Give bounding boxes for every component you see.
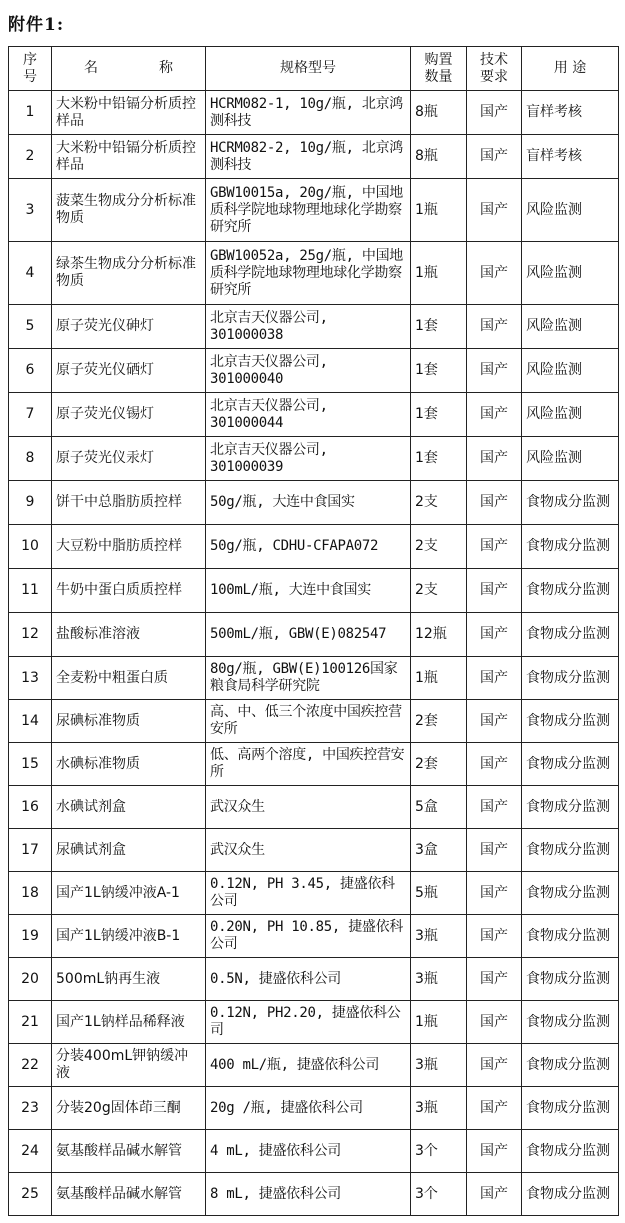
cell-qty: 2套 — [411, 700, 467, 743]
cell-no: 18 — [9, 872, 52, 915]
cell-no: 17 — [9, 829, 52, 872]
cell-no: 15 — [9, 743, 52, 786]
table-row — [9, 393, 619, 437]
cell-qty: 2支 — [411, 481, 467, 525]
cell-use: 盲样考核 — [522, 91, 619, 135]
cell-tech: 国产 — [467, 1130, 522, 1173]
cell-spec: 50g/瓶, 大连中食国实 — [206, 481, 411, 525]
cell-name: 大米粉中铅镉分析质控样品 — [52, 135, 206, 179]
cell-tech: 国产 — [467, 242, 522, 305]
cell-spec: 0.12N, PH2.20, 捷盛依科公司 — [206, 1001, 411, 1044]
cell-spec: GBW10052a, 25g/瓶, 中国地质科学院地球物理地球化学勘察研究所 — [206, 242, 411, 305]
header-no-bottom: 号 — [23, 68, 37, 85]
cell-name: 国产1L钠缓冲液A-1 — [52, 872, 206, 915]
cell-spec: 20g /瓶, 捷盛依科公司 — [206, 1087, 411, 1130]
cell-name: 盐酸标准溶液 — [52, 613, 206, 657]
cell-no: 1 — [9, 91, 52, 135]
cell-use: 食物成分监测 — [522, 700, 619, 743]
table-row — [9, 179, 619, 242]
cell-name: 大豆粉中脂肪质控样 — [52, 525, 206, 569]
table-row — [9, 569, 619, 613]
cell-no: 12 — [9, 613, 52, 657]
cell-spec: 武汉众生 — [206, 786, 411, 829]
cell-no: 4 — [9, 242, 52, 305]
cell-use: 风险监测 — [522, 305, 619, 349]
header-use: 用 途 — [522, 47, 619, 91]
cell-tech: 国产 — [467, 481, 522, 525]
header-tech — [467, 47, 522, 91]
cell-use: 食物成分监测 — [522, 525, 619, 569]
cell-qty: 3个 — [411, 1130, 467, 1173]
cell-tech: 国产 — [467, 569, 522, 613]
cell-name: 原子荧光仪砷灯 — [52, 305, 206, 349]
cell-spec: 50g/瓶, CDHU-CFAPA072 — [206, 525, 411, 569]
cell-name: 尿碘标准物质 — [52, 700, 206, 743]
cell-no: 23 — [9, 1087, 52, 1130]
cell-spec: 武汉众生 — [206, 829, 411, 872]
cell-spec: 北京吉天仪器公司, 301000038 — [206, 305, 411, 349]
table-row — [9, 1130, 619, 1173]
table-row — [9, 700, 619, 743]
cell-qty: 1套 — [411, 305, 467, 349]
cell-tech: 国产 — [467, 1173, 522, 1216]
cell-spec: GBW10015a, 20g/瓶, 中国地质科学院地球物理地球化学勘察研究所 — [206, 179, 411, 242]
cell-tech: 国产 — [467, 437, 522, 481]
table-row — [9, 872, 619, 915]
cell-tech: 国产 — [467, 305, 522, 349]
cell-no: 8 — [9, 437, 52, 481]
cell-name: 分装400mL钾钠缓冲液 — [52, 1044, 206, 1087]
header-qty — [411, 47, 467, 91]
cell-spec: 0.5N, 捷盛依科公司 — [206, 958, 411, 1001]
cell-use: 风险监测 — [522, 393, 619, 437]
cell-spec: 北京吉天仪器公司, 301000039 — [206, 437, 411, 481]
cell-qty: 1瓶 — [411, 1001, 467, 1044]
cell-tech: 国产 — [467, 1044, 522, 1087]
cell-name: 牛奶中蛋白质质控样 — [52, 569, 206, 613]
cell-qty: 2套 — [411, 743, 467, 786]
table-row — [9, 1001, 619, 1044]
cell-no: 16 — [9, 786, 52, 829]
cell-tech: 国产 — [467, 700, 522, 743]
cell-tech: 国产 — [467, 613, 522, 657]
table-row — [9, 481, 619, 525]
cell-spec: 北京吉天仪器公司, 301000040 — [206, 349, 411, 393]
cell-spec: 北京吉天仪器公司, 301000044 — [206, 393, 411, 437]
cell-use: 食物成分监测 — [522, 915, 619, 958]
cell-no: 5 — [9, 305, 52, 349]
cell-tech: 国产 — [467, 657, 522, 700]
cell-name: 氨基酸样品碱水解管 — [52, 1173, 206, 1216]
header-tech-bottom: 要求 — [480, 68, 508, 85]
cell-no: 25 — [9, 1173, 52, 1216]
table-row — [9, 1087, 619, 1130]
cell-tech: 国产 — [467, 179, 522, 242]
cell-spec: HCRM082-2, 10g/瓶, 北京鸿测科技 — [206, 135, 411, 179]
cell-tech: 国产 — [467, 829, 522, 872]
cell-no: 13 — [9, 657, 52, 700]
cell-no: 22 — [9, 1044, 52, 1087]
cell-no: 21 — [9, 1001, 52, 1044]
cell-use: 食物成分监测 — [522, 786, 619, 829]
table-row — [9, 242, 619, 305]
cell-name: 500mL钠再生液 — [52, 958, 206, 1001]
table-row — [9, 613, 619, 657]
cell-spec: 4 mL, 捷盛依科公司 — [206, 1130, 411, 1173]
cell-tech: 国产 — [467, 135, 522, 179]
cell-spec: 低、高两个溶度, 中国疾控营安所 — [206, 743, 411, 786]
cell-spec: 400 mL/瓶, 捷盛依科公司 — [206, 1044, 411, 1087]
header-name-left: 名 — [84, 60, 98, 76]
header-no-top: 序 — [23, 51, 37, 68]
cell-spec: 0.12N, PH 3.45, 捷盛依科公司 — [206, 872, 411, 915]
cell-spec: 80g/瓶, GBW(E)100126国家粮食局科学研究院 — [206, 657, 411, 700]
cell-no: 3 — [9, 179, 52, 242]
cell-no: 9 — [9, 481, 52, 525]
cell-tech: 国产 — [467, 872, 522, 915]
cell-qty: 1瓶 — [411, 242, 467, 305]
cell-qty: 3瓶 — [411, 1044, 467, 1087]
table-header-row — [9, 47, 619, 91]
cell-no: 2 — [9, 135, 52, 179]
table-row — [9, 1173, 619, 1216]
cell-qty: 5瓶 — [411, 872, 467, 915]
cell-qty: 1瓶 — [411, 179, 467, 242]
cell-use: 食物成分监测 — [522, 569, 619, 613]
cell-use: 食物成分监测 — [522, 872, 619, 915]
cell-use: 风险监测 — [522, 242, 619, 305]
cell-tech: 国产 — [467, 393, 522, 437]
cell-use: 风险监测 — [522, 179, 619, 242]
cell-name: 大米粉中铅镉分析质控样品 — [52, 91, 206, 135]
cell-tech: 国产 — [467, 958, 522, 1001]
cell-qty: 12瓶 — [411, 613, 467, 657]
cell-use: 食物成分监测 — [522, 481, 619, 525]
cell-qty: 3瓶 — [411, 915, 467, 958]
cell-use: 食物成分监测 — [522, 829, 619, 872]
cell-name: 国产1L钠样品稀释液 — [52, 1001, 206, 1044]
cell-name: 全麦粉中粗蛋白质 — [52, 657, 206, 700]
cell-spec: 8 mL, 捷盛依科公司 — [206, 1173, 411, 1216]
cell-name: 尿碘试剂盒 — [52, 829, 206, 872]
cell-qty: 3盒 — [411, 829, 467, 872]
cell-qty: 5盒 — [411, 786, 467, 829]
cell-name: 国产1L钠缓冲液B-1 — [52, 915, 206, 958]
cell-spec: 0.20N, PH 10.85, 捷盛依科公司 — [206, 915, 411, 958]
table-row — [9, 135, 619, 179]
cell-use: 食物成分监测 — [522, 1001, 619, 1044]
cell-tech: 国产 — [467, 1001, 522, 1044]
cell-tech: 国产 — [467, 786, 522, 829]
cell-qty: 1瓶 — [411, 657, 467, 700]
cell-no: 19 — [9, 915, 52, 958]
cell-name: 水碘标准物质 — [52, 743, 206, 786]
cell-no: 6 — [9, 349, 52, 393]
header-tech-top: 技术 — [480, 51, 508, 68]
cell-use: 风险监测 — [522, 349, 619, 393]
cell-qty: 1套 — [411, 393, 467, 437]
cell-name: 原子荧光仪汞灯 — [52, 437, 206, 481]
cell-spec: 100mL/瓶, 大连中食国实 — [206, 569, 411, 613]
header-no — [9, 47, 52, 91]
procurement-table — [8, 46, 619, 1216]
cell-name: 原子荧光仪锡灯 — [52, 393, 206, 437]
table-row — [9, 91, 619, 135]
cell-spec: HCRM082-1, 10g/瓶, 北京鸿测科技 — [206, 91, 411, 135]
header-name — [52, 47, 206, 91]
cell-qty: 3瓶 — [411, 1087, 467, 1130]
cell-tech: 国产 — [467, 915, 522, 958]
cell-qty: 1套 — [411, 437, 467, 481]
cell-qty: 3瓶 — [411, 958, 467, 1001]
cell-qty: 2支 — [411, 525, 467, 569]
cell-name: 饼干中总脂肪质控样 — [52, 481, 206, 525]
cell-qty: 2支 — [411, 569, 467, 613]
cell-no: 11 — [9, 569, 52, 613]
table-row — [9, 786, 619, 829]
cell-use: 食物成分监测 — [522, 657, 619, 700]
cell-tech: 国产 — [467, 349, 522, 393]
cell-no: 14 — [9, 700, 52, 743]
table-row — [9, 525, 619, 569]
cell-name: 原子荧光仪硒灯 — [52, 349, 206, 393]
cell-tech: 国产 — [467, 743, 522, 786]
cell-name: 分装20g固体茚三酮 — [52, 1087, 206, 1130]
table-row — [9, 743, 619, 786]
cell-tech: 国产 — [467, 525, 522, 569]
cell-use: 食物成分监测 — [522, 1044, 619, 1087]
cell-tech: 国产 — [467, 1087, 522, 1130]
table-row — [9, 349, 619, 393]
header-qty-top: 购置 — [424, 51, 453, 68]
cell-use: 食物成分监测 — [522, 613, 619, 657]
cell-name: 水碘试剂盒 — [52, 786, 206, 829]
table-row — [9, 958, 619, 1001]
cell-spec: 高、中、低三个浓度中国疾控营安所 — [206, 700, 411, 743]
cell-name: 菠菜生物成分分析标准物质 — [52, 179, 206, 242]
cell-name: 绿茶生物成分分析标准物质 — [52, 242, 206, 305]
cell-use: 盲样考核 — [522, 135, 619, 179]
cell-qty: 3个 — [411, 1173, 467, 1216]
cell-no: 10 — [9, 525, 52, 569]
table-row — [9, 1044, 619, 1087]
cell-tech: 国产 — [467, 91, 522, 135]
table-row — [9, 915, 619, 958]
cell-use: 风险监测 — [522, 437, 619, 481]
cell-no: 20 — [9, 958, 52, 1001]
cell-qty: 8瓶 — [411, 91, 467, 135]
cell-name: 氨基酸样品碱水解管 — [52, 1130, 206, 1173]
cell-spec: 500mL/瓶, GBW(E)082547 — [206, 613, 411, 657]
header-name-right: 称 — [159, 60, 173, 76]
header-spec: 规格型号 — [206, 47, 411, 91]
cell-no: 24 — [9, 1130, 52, 1173]
cell-use: 食物成分监测 — [522, 958, 619, 1001]
table-row — [9, 305, 619, 349]
cell-qty: 1套 — [411, 349, 467, 393]
header-qty-bottom: 数量 — [424, 68, 453, 85]
attachment-title: 附件1: — [8, 15, 65, 35]
cell-use: 食物成分监测 — [522, 1173, 619, 1216]
table-body — [9, 91, 619, 1216]
cell-no: 7 — [9, 393, 52, 437]
cell-use: 食物成分监测 — [522, 1087, 619, 1130]
table-row — [9, 657, 619, 700]
cell-use: 食物成分监测 — [522, 743, 619, 786]
cell-qty: 8瓶 — [411, 135, 467, 179]
cell-use: 食物成分监测 — [522, 1130, 619, 1173]
table-row — [9, 829, 619, 872]
table-row — [9, 437, 619, 481]
